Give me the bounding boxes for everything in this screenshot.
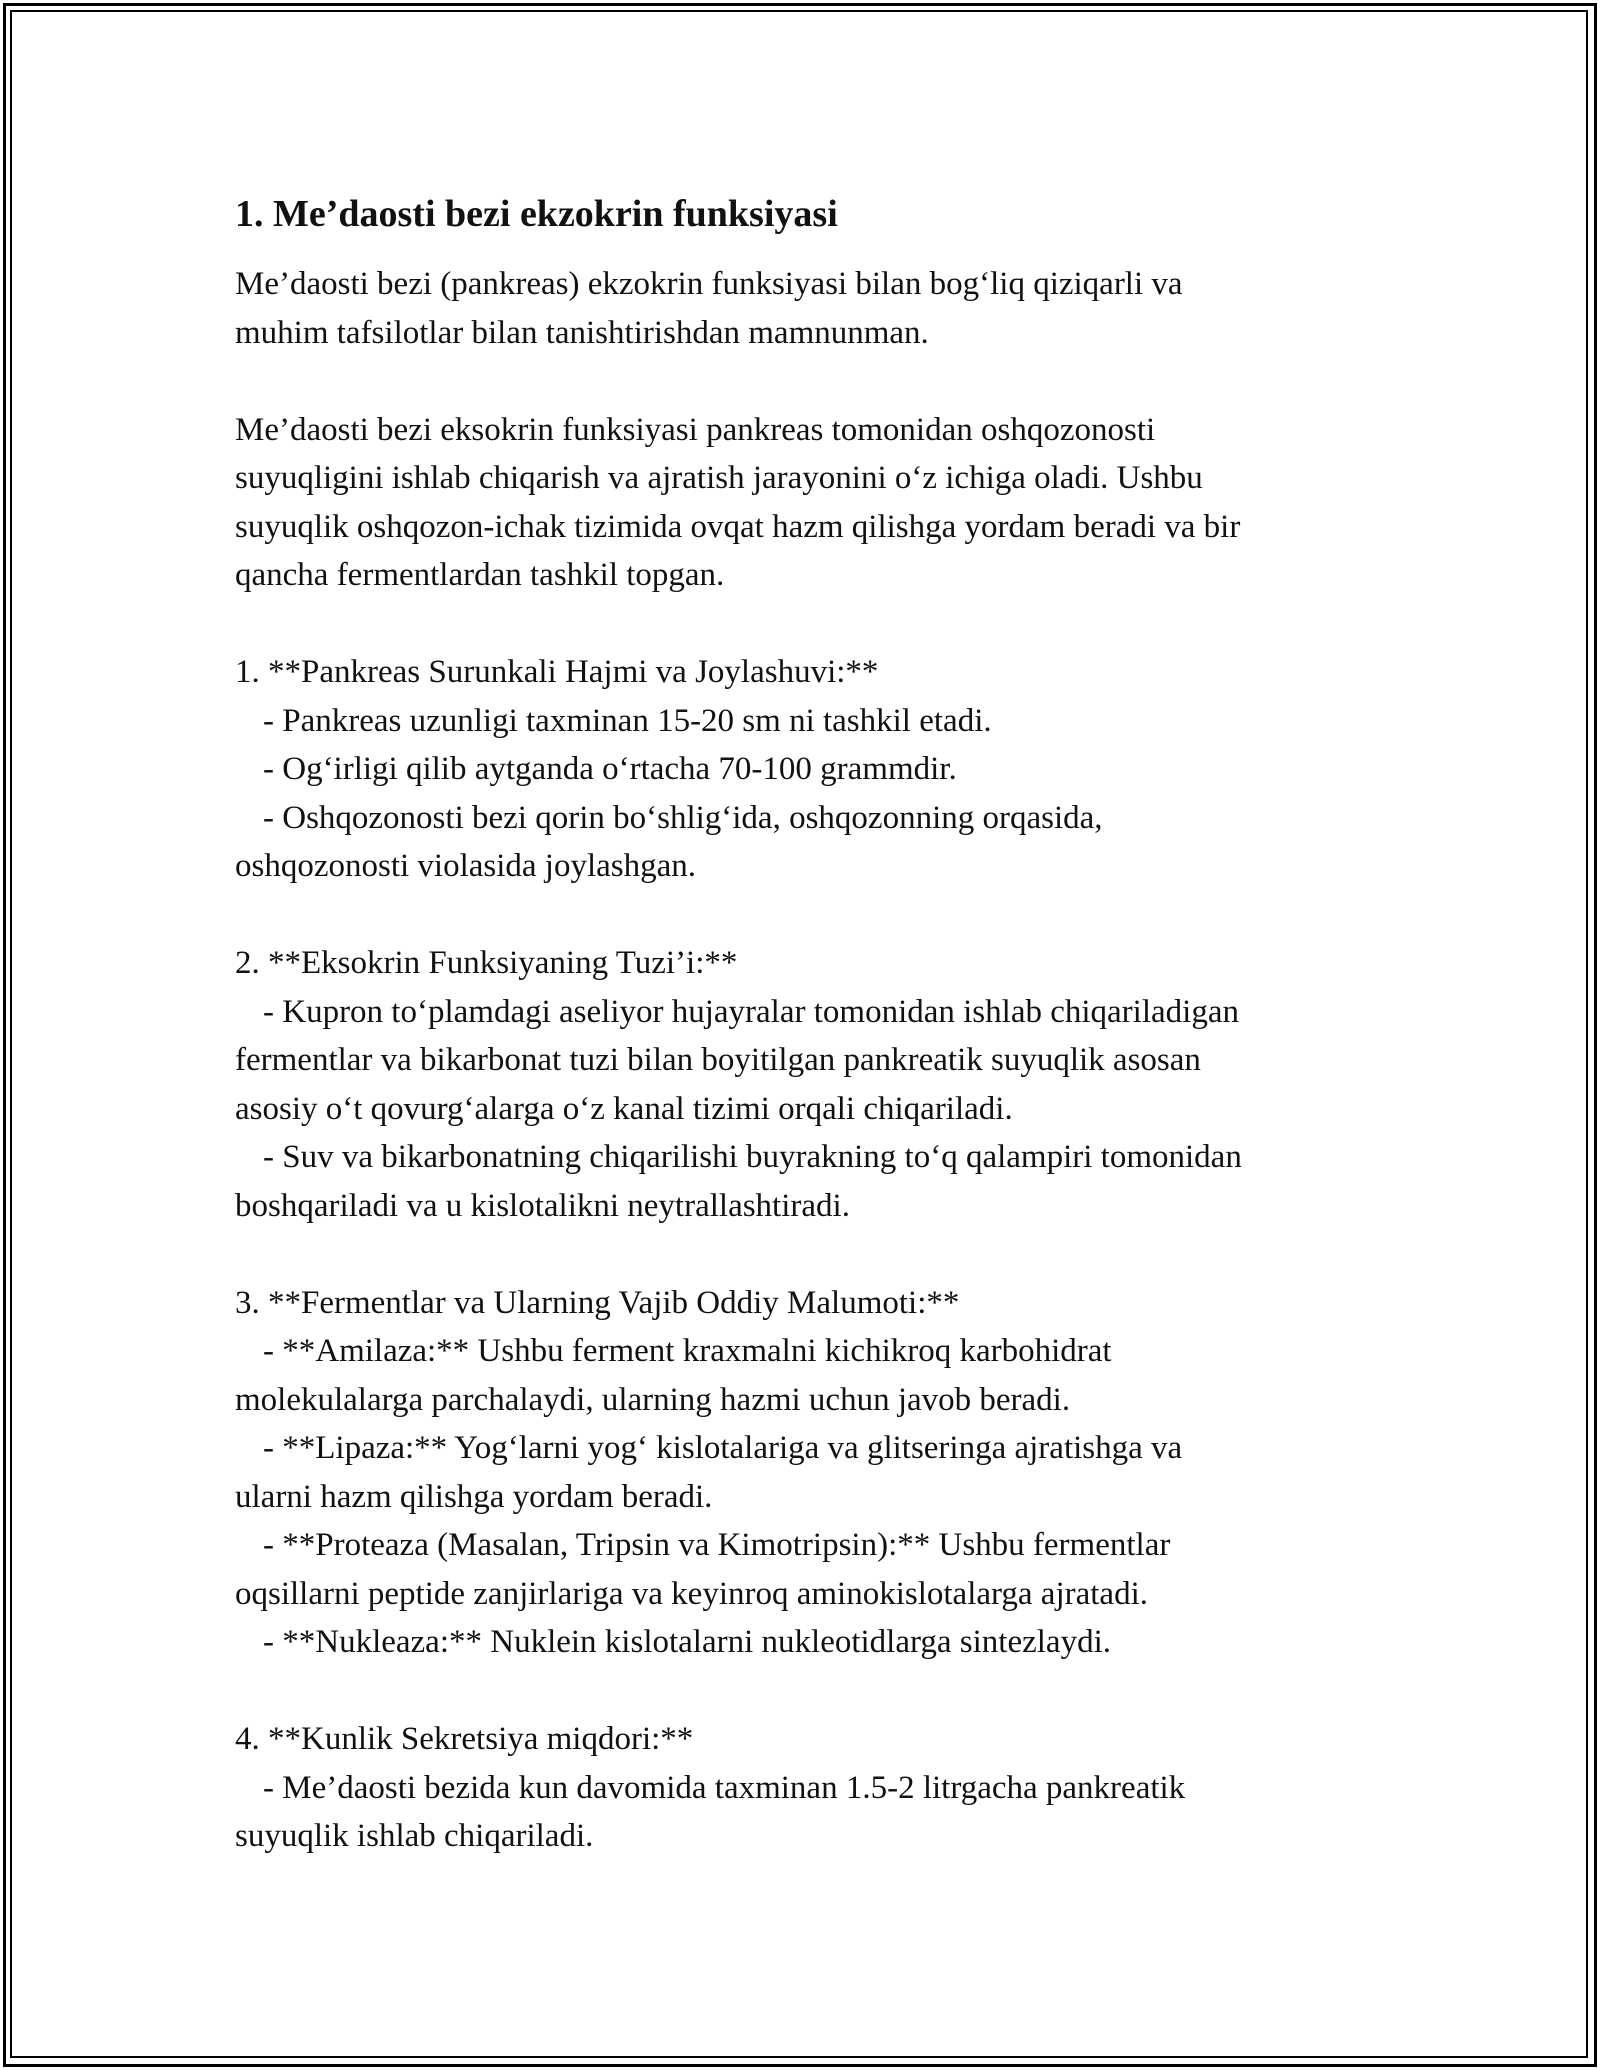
paragraph-line: Me’daosti bezi (pankreas) ekzokrin funksiyasi bilan bog‘liq qiziqarli va <box>235 266 1183 302</box>
document-text <box>235 260 1375 1861</box>
paragraph-gap <box>235 1230 1375 1279</box>
paragraph-gap <box>235 891 1375 940</box>
list-item: - **Nukleaza:** Nuklein kislotalarni nukleotidlarga sintezlaydi. <box>263 1624 1111 1660</box>
list-item: - Og‘irligi qilib aytganda o‘rtacha 70-100 grammdir. <box>263 751 957 787</box>
list-item-continuation: oshqozonosti violasida joylashgan. <box>235 848 697 884</box>
list-item-continuation: ularni hazm qilishga yordam beradi. <box>235 1478 713 1515</box>
list-item: - **Lipaza:** Yog‘larni yog‘ kislotalariga va glitseringa ajratishga va <box>263 1430 1183 1466</box>
list-item: - Kupron to‘plamdagi aseliyor hujayralar tomonidan ishlab chiqariladigan <box>263 993 1239 1030</box>
document-heading: 1. Me’daosti bezi ekzokrin funksiyasi <box>235 193 838 235</box>
list-item: - Oshqozonosti bezi qorin bo‘shlig‘ida, oshqozonning orqasida, <box>263 799 1103 836</box>
list-item-continuation: asosiy o‘t qovurg‘alarga o‘z kanal tizimi orqali chiqariladi. <box>235 1090 1013 1127</box>
paragraph-line: suyuqlik oshqozon-ichak tizimida ovqat hazm qilishga yordam beradi va bir <box>235 508 1241 545</box>
list-item: - **Proteaza (Masalan, Tripsin va Kimotripsin):** Ushbu fermentlar <box>263 1527 1171 1563</box>
paragraph-line: suyuqligini ishlab chiqarish va ajratish jarayonini o‘z ichiga oladi. Ushbu <box>235 460 1203 496</box>
list-item-continuation: oqsillarni peptide zanjirlariga va keyinroq aminokislotalarga ajratadi. <box>235 1575 1148 1612</box>
section-title: 1. **Pankreas Surunkali Hajmi va Joylashuvi:** <box>235 654 879 690</box>
section-title: 2. **Eksokrin Funksiyaning Tuzi’i:** <box>235 945 738 981</box>
section-title: 4. **Kunlik Sekretsiya miqdori:** <box>235 1721 694 1757</box>
section-title: 3. **Fermentlar va Ularning Vajib Oddiy Malumoti:** <box>235 1284 960 1321</box>
paragraph-gap <box>235 357 1375 406</box>
paragraph-line: qancha fermentlardan tashkil topgan. <box>235 557 725 593</box>
list-item: - Pankreas uzunligi taxminan 15-20 sm ni tashkil etadi. <box>263 702 992 739</box>
list-item: - **Amilaza:** Ushbu ferment kraxmalni kichikroq karbohidrat <box>263 1333 1112 1369</box>
paragraph-gap <box>235 600 1375 649</box>
list-item-continuation: molekulalarga parchalaydi, ularning hazmi uchun javob beradi. <box>235 1381 1071 1418</box>
paragraph-line: Me’daosti bezi eksokrin funksiyasi pankreas tomonidan oshqozonosti <box>235 411 1156 448</box>
document-body <box>235 190 1375 1861</box>
paragraph-gap <box>235 1667 1375 1716</box>
list-item-continuation: suyuqlik ishlab chiqariladi. <box>235 1818 594 1854</box>
paragraph-line: muhim tafsilotlar bilan tanishtirishdan mamnunman. <box>235 314 929 351</box>
list-item-continuation: boshqariladi va u kislotalikni neytrallashtiradi. <box>235 1187 850 1224</box>
list-item-continuation: fermentlar va bikarbonat tuzi bilan boyitilgan pankreatik suyuqlik asosan <box>235 1042 1201 1078</box>
list-item: - Suv va bikarbonatning chiqarilishi buyrakning to‘q qalampiri tomonidan <box>263 1139 1242 1175</box>
list-item: - Me’daosti bezida kun davomida taxminan 1.5-2 litrgacha pankreatik <box>263 1769 1186 1806</box>
